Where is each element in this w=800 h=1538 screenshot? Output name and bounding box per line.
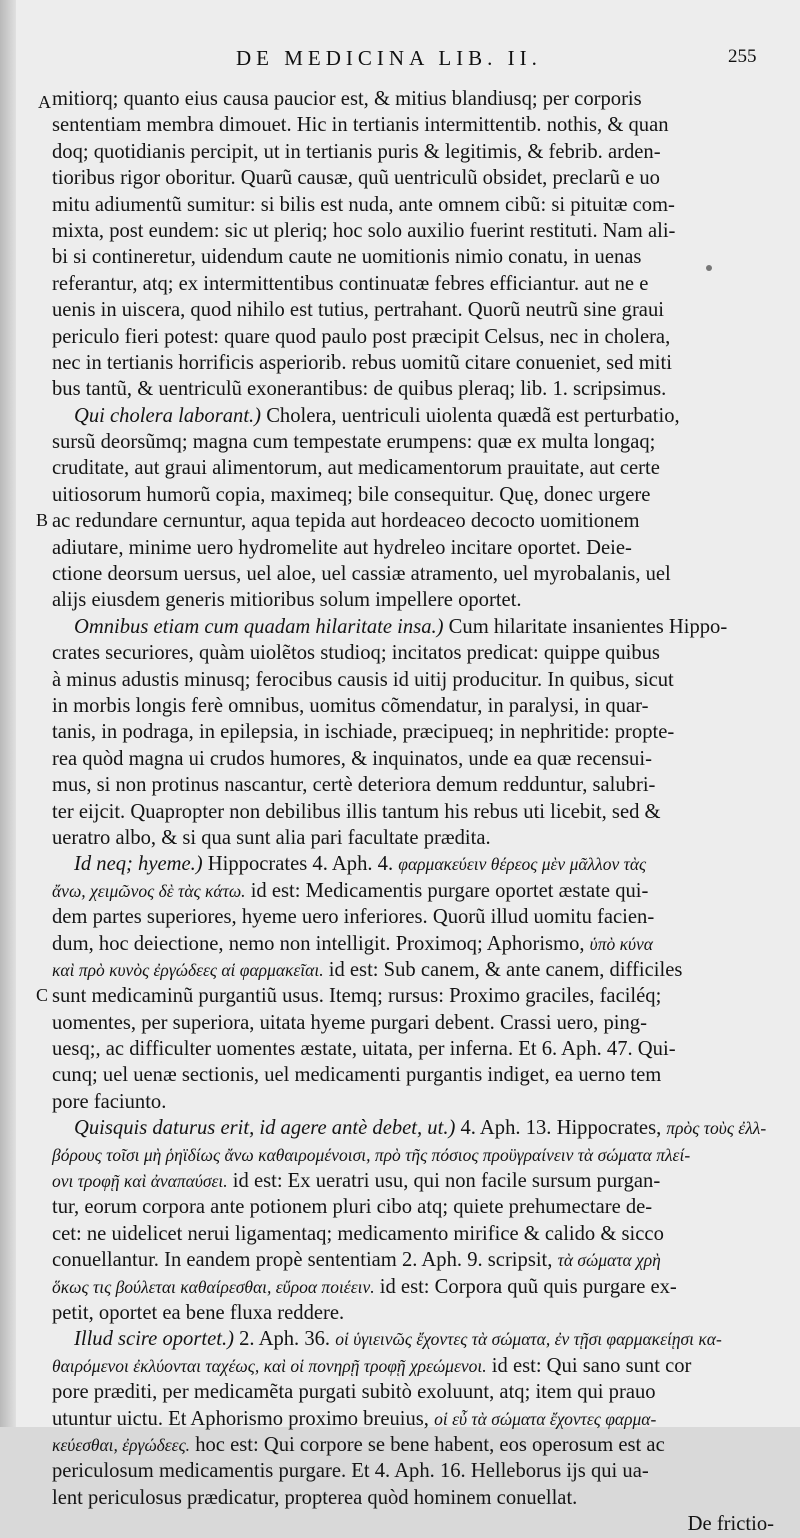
text-line <box>52 455 780 481</box>
margin-marker-a: A <box>38 92 51 112</box>
text-line <box>52 350 780 376</box>
line-text: hoc est: Qui corpore se bene habent, eos operosum est ac <box>190 1433 665 1456</box>
line-text: rea quòd magna ui crudos humores, & inquinatos, unde ea quæ recensui- <box>52 747 652 770</box>
text-line <box>52 772 780 798</box>
text-line <box>52 614 780 640</box>
line-text: nec in tertianis horrificis asperiorib. rebus uomitũ citare conueniet, sed miti <box>52 351 672 374</box>
line-text: id est: Medicamentis purgare oportet æstate qui- <box>245 879 649 902</box>
text-line <box>52 693 780 719</box>
text-line <box>52 561 780 587</box>
line-text: adiutare, minime uero hydromelite aut hydreleo incitare oportet. Deie- <box>52 536 632 559</box>
text-line <box>52 139 780 165</box>
line-text: uesq;, ac difficulter uomentes æstate, uitata, per inferna. Et 6. Aph. 47. Qui- <box>52 1038 676 1061</box>
text-line <box>52 1300 780 1326</box>
line-text: 2. Aph. 36. <box>233 1328 336 1351</box>
text-line <box>52 1432 780 1458</box>
greek-text: πρὸς τοὺς ἐλλ- <box>666 1118 767 1139</box>
text-line <box>52 535 780 561</box>
text-line <box>52 746 780 772</box>
lemma-text: Illud scire oportet.) <box>74 1328 234 1351</box>
line-text: Cum hilaritate insanientes Hippo- <box>443 615 728 638</box>
line-text: referantur, atq; ex intermittentibus continuatæ febres efficiantur. aut ne e <box>52 272 649 295</box>
text-line <box>52 244 780 270</box>
text-line <box>52 1062 780 1088</box>
line-text: periculosum medicamentis purgare. Et 4. Aph. 16. Helleborus ijs qui ua- <box>52 1460 649 1483</box>
running-title: DE MEDICINA LIB. II. <box>236 46 542 70</box>
line-text: tioribus rigor oboritur. Quarũ causæ, quũ uentriculũ obsidet, preclarũ e uo <box>52 167 660 190</box>
text-line <box>52 376 780 402</box>
line-text: id est: Sub canem, & ante canem, difficiles <box>323 958 683 981</box>
greek-text: οἱ εὖ τὰ σώματα ἔχοντες φαρμα- <box>434 1408 657 1429</box>
line-text: mitu adiumentũ sumitur: si bilis est nuda, ante omnem cibũ: si pituitæ com- <box>52 193 675 216</box>
text-line <box>52 1142 780 1168</box>
line-text: cunq; uel uenæ sectionis, uel medicamenti purgantis indiget, ea uerno tem <box>52 1064 662 1087</box>
text-line <box>52 1247 780 1273</box>
greek-text: ἄνω, χειμῶνος δὲ τὰς κάτω. <box>52 880 246 901</box>
line-text: crates securiores, quàm uiolẽtos studioq; incitatos predicat: quippe quibus <box>52 642 660 665</box>
margin-marker-c: C <box>36 985 49 1005</box>
greek-text: φαρμακεύειν θέρεος μὲν μᾶλλον τὰς <box>398 854 647 875</box>
binding-shadow <box>0 0 16 1427</box>
line-text: alijs eiusdem generis mitioribus solum impellere oportet. <box>52 589 522 612</box>
text-line <box>52 218 780 244</box>
line-text: id est: Qui sano sunt cor <box>486 1354 692 1377</box>
text-line <box>52 429 780 455</box>
text-line <box>52 1010 780 1036</box>
line-text: 4. Aph. 13. Hippocrates, <box>455 1117 667 1140</box>
text-line <box>52 1379 780 1405</box>
text-line <box>52 112 780 138</box>
text-line <box>52 587 780 613</box>
text-line <box>52 1485 780 1511</box>
text-line <box>52 799 780 825</box>
line-text: doq; quotidianis percipit, ut in tertianis puris & legitimis, & febrib. arden- <box>52 140 661 163</box>
text-line <box>52 403 780 429</box>
lemma-text: Qui cholera laborant.) <box>74 404 262 427</box>
greek-text: καὶ πρὸ κυνὸς ἐργώδεες αἱ φαρμακεῖαι. <box>52 959 324 980</box>
text-line <box>52 719 780 745</box>
text-line <box>52 931 780 957</box>
line-text: dum, hoc deiectione, nemo non intelligit. Proximoq; Aphorismo, <box>52 932 590 955</box>
line-text: uomentes, per superiora, uitata hyeme purgari debent. Crassi uero, ping- <box>52 1011 647 1034</box>
lemma-text: Id neq; hyeme.) <box>74 853 203 876</box>
text-line <box>52 1458 780 1484</box>
line-text: à minus adustis minusq; ferocibus causis id uitij producitur. In quibus, sicut <box>52 668 674 691</box>
line-text: utuntur uictu. Et Aphorismo proximo breuius, <box>52 1407 435 1430</box>
line-text: bus tantũ, & uentriculũ exonerantibus: de quibus pleraq; lib. 1. scripsimus. <box>52 378 667 401</box>
lemma-text: Quisquis daturus erit, id agere antè debet, ut.) <box>74 1117 456 1140</box>
text-line <box>52 1221 780 1247</box>
text-line <box>52 192 780 218</box>
text-line <box>52 1353 780 1379</box>
greek-text: τὰ σώματα χρὴ <box>557 1250 661 1271</box>
page-number: 255 <box>728 46 757 67</box>
line-text: dem partes superiores, hyeme uero inferiores. Quorũ illud uomitu facien- <box>52 906 655 929</box>
text-line <box>52 165 780 191</box>
line-text: mus, si non protinus nascantur, certè deteriora demum redduntur, salubri- <box>52 774 656 797</box>
text-line <box>52 1274 780 1300</box>
line-text: Hippocrates 4. Aph. 4. <box>202 853 399 876</box>
text-line <box>52 1036 780 1062</box>
greek-text: ονι τροφῇ καὶ ἀναπαύσει. <box>52 1171 228 1192</box>
greek-text: ὑπὸ κύνα <box>589 933 653 954</box>
text-line <box>52 1326 780 1352</box>
catchword: De frictio- <box>687 1513 774 1536</box>
line-text: tanis, in podraga, in epilepsia, in ischiade, præcipueq; in nephritide: propte- <box>52 721 675 744</box>
text-line <box>52 957 780 983</box>
line-text: mixta, post eundem: sic ut pleriq; hoc solo auxilio fuerint restituti. Nam ali- <box>52 219 676 242</box>
line-text: uenis in uiscera, quod nihilo est tutius, pertrahant. Quorũ neutrũ sine graui <box>52 299 664 322</box>
text-line <box>52 1194 780 1220</box>
line-text: Cholera, uentriculi uiolenta quædã est perturbatio, <box>261 404 680 427</box>
body-text <box>52 86 780 1537</box>
text-line <box>52 878 780 904</box>
text-line <box>52 983 780 1009</box>
greek-text: βόρους τοῖσι μὴ ῥηϊδίως ἄνω καθαιρομένοισι, πρὸ τῆς πόσιος προϋγραίνειν τὰ σώματα πλεί- <box>52 1144 691 1165</box>
text-line <box>52 508 780 534</box>
greek-text: θαιρόμενοι ἐκλύονται ταχέως, καὶ οἱ πονηρῇ τροφῇ χρεώμενοι. <box>52 1355 487 1376</box>
page-header <box>0 46 800 76</box>
text-line <box>52 86 780 112</box>
line-text: mitiorq; quanto eius causa paucior est, & mitius blandiusq; per corporis <box>52 88 642 110</box>
greek-text: κεύεσθαι, ἐργώδεες. <box>52 1434 191 1455</box>
line-text: id est: Corpora quũ quis purgare ex- <box>374 1275 677 1298</box>
text-line <box>52 1406 780 1432</box>
line-text: sunt medicaminũ purgantiũ usus. Itemq; rursus: Proximo graciles, faciléq; <box>52 985 662 1008</box>
line-text: conuellantur. In eandem propè sententiam 2. Aph. 9. scripsit, <box>52 1249 558 1272</box>
line-text: ueratro albo, & si qua sunt alia pari facultate prædita. <box>52 826 491 849</box>
line-text: ac redundare cernuntur, aqua tepida aut hordeaceo decocto uomitionem <box>52 510 640 533</box>
line-text: pore præditi, per medicamẽta purgati subitò exoluunt, atq; item qui prauo <box>52 1381 656 1404</box>
line-text: bi si contineretur, uidendum caute ne uomitionis nimio conatu, in uenas <box>52 246 642 269</box>
line-text: in morbis longis ferè omnibus, uomitus cõmendatur, in paralysi, in quar- <box>52 694 649 717</box>
text-line <box>52 297 780 323</box>
greek-text: οἱ ὑγιεινῶς ἔχοντες τὰ σώματα, ἐν τῇσι φαρμακείῃσι κα- <box>335 1329 722 1350</box>
line-text: ctione deorsum uersus, uel aloe, uel cassiæ atramento, uel myrobalanis, uel <box>52 563 671 586</box>
greek-text: ὅκως τις βούλεται καθαίρεσθαι, εὔροα ποιέειν. <box>52 1276 375 1297</box>
text-line <box>52 851 780 877</box>
line-text: cet: ne uidelicet nerui ligamentaq; medicamento mirifice & calido & sicco <box>52 1222 664 1245</box>
text-line <box>52 667 780 693</box>
line-text: sententiam membra dimouet. Hic in tertianis intermittentib. nothis, & quan <box>52 114 669 137</box>
line-text: periculo fieri potest: quare quod paulo post præcipit Celsus, nec in cholera, <box>52 325 671 348</box>
text-line <box>52 1168 780 1194</box>
text-line <box>52 1089 780 1115</box>
text-line <box>52 1115 780 1141</box>
lemma-text: Omnibus etiam cum quadam hilaritate insa.) <box>74 615 444 638</box>
margin-marker-b: B <box>36 510 49 530</box>
line-text: uitiosorum humorũ copia, maximeq; bile consequitur. Quę, donec urgere <box>52 483 651 506</box>
line-text: id est: Ex ueratri usu, qui non facile sursum purgan- <box>227 1170 661 1193</box>
text-line <box>52 904 780 930</box>
line-text: tur, eorum corpora ante potionem pluri cibo atq; quiete prehumectare de- <box>52 1196 653 1219</box>
line-text: ter eijcit. Quapropter non debilibus illis tantum his rebus uti licebit, sed & <box>52 800 661 823</box>
text-line <box>52 271 780 297</box>
line-text: sursũ deorsũmq; magna cum tempestate erumpens: quæ ex multa longaq; <box>52 431 656 454</box>
text-line <box>52 640 780 666</box>
line-text: lent periculosus prædicatur, propterea quòd hominem conuellat. <box>52 1486 578 1509</box>
text-line <box>52 482 780 508</box>
line-text: pore faciunto. <box>52 1090 167 1113</box>
line-text: cruditate, aut graui alimentorum, aut medicamentorum prauitate, aut certe <box>52 457 660 480</box>
line-text: petit, oportet ea bene fluxa reddere. <box>52 1301 345 1324</box>
text-line <box>52 324 780 350</box>
text-line <box>52 825 780 851</box>
